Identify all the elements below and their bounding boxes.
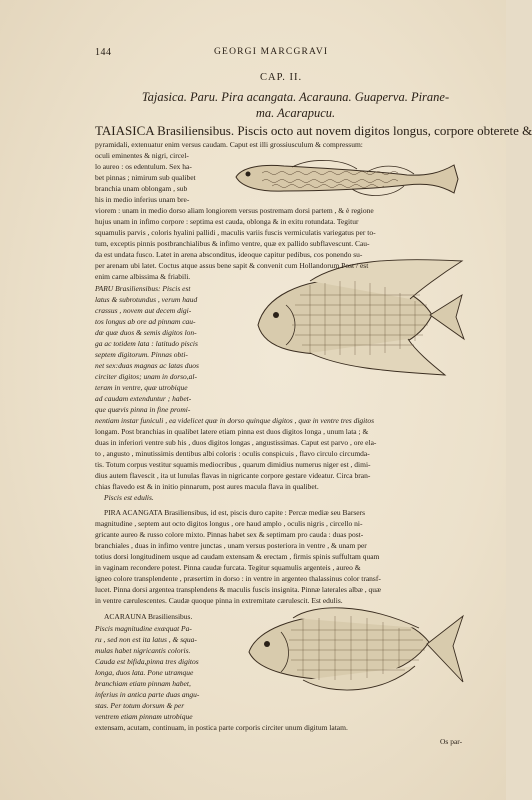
tajasica-line-8: hujus unam in infimo corpore : septima est cauda, oblonga & in exitu rotundata. Tegitur: [95, 217, 359, 226]
paru-line-3: tos longus ab ore ad pinnam cau-: [95, 317, 196, 326]
acarauna-line-5: longa, duos lata. Pone utramque: [95, 668, 194, 677]
paru-line-19: Piscis est edulis.: [104, 493, 154, 502]
tajasica-line-10: tum, exceptis pinnis postbranchialibus & infimo ventre, quæ ex pallido subflavescunt. Cau-: [95, 239, 370, 248]
tajasica-line-9: squamulis parvis , coloris hyalini pallidi , maculis variis fuscis vermiculatis variegatus per to-: [95, 228, 376, 237]
acarauna-line-7: inferius in antica parte duas angu-: [95, 690, 200, 699]
tajasica-line-1: pyramidali, extenuatur enim versus caudam. Caput est illi grossiusculum & compressum:: [95, 140, 363, 149]
paru-line-4: dæ quæ duos & semis digitos lon-: [95, 328, 197, 337]
paru-line-13: longam. Post branchias in qualibet latere etiam pinna est duos digitos longa , unum lata ; &: [95, 427, 369, 436]
paru-line-0: PARU Brasiliensibus: Piscis est: [95, 284, 191, 293]
acarauna-line-1: Piscis magnitudine exæquat Pa-: [95, 624, 192, 633]
acarauna-line-8: stas. Per totum dorsum & per: [95, 701, 185, 710]
page-number: 144: [95, 47, 112, 58]
paru-line-6: septem digitorum. Pinnas obti-: [95, 350, 188, 359]
tajasica-line-12: per arenam ubi latet. Coctus atque assus bene sapit & convenit cum Hollandorum Post / est: [95, 261, 369, 270]
paru-line-5: ga ac totidem lata : latitudo piscis: [95, 339, 198, 348]
tajasica-line-3: lo aureo : os edentulum. Sex ha-: [95, 162, 192, 171]
acarauna-line-3: mulas habet nigricantis coloris.: [95, 646, 191, 655]
pira-acangata-line-1: magnitudine , septem aut octo digitos longus , ore haud amplo , oculis nigris , circello ni-: [95, 519, 363, 528]
catchword: Os par-: [440, 737, 463, 746]
chapter-title: [128, 89, 463, 121]
paru-line-15: to , angusto , minutissimis dentibus albi coloris : oculis conspicuis , flavo circulo circumda-: [95, 449, 370, 458]
paru-line-14: duas in inferiori ventre sub his , duos digitos longas , angustissimas. Caput est parvo , ore ela-: [95, 438, 377, 447]
paru-line-11: que quævis pinna in fine promi-: [95, 405, 191, 414]
running-head: GEORGI MARCGRAVI: [214, 47, 329, 57]
tajasica-line-6: his in medio inferius unam bre-: [95, 195, 190, 204]
acarauna-line-2: ru , sed non est ita latus , & squa-: [95, 635, 197, 644]
paru-line-17: dius autem flavescit , ita ut lunulas flavas in nigricante corpore gestare videatur. Circa bran-: [95, 471, 371, 480]
acarauna-line-10: extensam, acutam, continuam, in postica parte corporis circiter unum digitum latam.: [95, 723, 348, 732]
pira-acangata-line-0: PIRA ACANGATA Brasiliensibus, id est, piscis duro capite : Percæ mediæ seu Barsers: [104, 508, 366, 517]
paru-line-12: nentiam instar funiculi , ea videlicet quæ in dorso quinque digitos , quæ in ventre tres digitos: [95, 416, 375, 425]
pira-acangata-line-8: in ventre cærulescentes. Caudæ quoque pinna in extremitate cærulescit. Est edulis.: [95, 596, 343, 605]
tajasica-line-7: viorem : unam in medio dorso aliam longiorem versus postremam dorsi partem , & è regione: [95, 206, 374, 215]
tajasica-line-0-text: TAIASICA Brasiliensibus. Piscis octo aut novem digitos longus, corpore obterete &: [95, 123, 532, 138]
paru-line-16: tis. Totum corpus vestitur squamis mediocribus , quarum dimidius numerus niger est , dimi-: [95, 460, 371, 469]
paru-line-2: crassus , novem aut decem digi-: [95, 306, 192, 315]
acarauna-line-9: ventrem etiam pinnam utrobique: [95, 712, 193, 721]
pira-acangata-line-7: lucet. Pinna dorsi argentea transplendens & maculis fuscis insignita. Pinnæ laterales albæ , quæ: [95, 585, 382, 594]
chapter-heading: CAP. II.: [260, 72, 303, 83]
acarauna-fish-illustration: [243, 600, 468, 700]
tajasica-line-2: oculi eminentes & nigri, circel-: [95, 151, 189, 160]
acarauna-line-4: Cauda est bifida,pinna tres digitos: [95, 657, 199, 666]
chapter-title-line-2: ma. Acarapucu.: [255, 106, 336, 120]
paru-line-9: teram in ventre, quæ utrobique: [95, 383, 188, 392]
pira-acangata-line-4: totius dorsi longitudinem usque ad caudam extensam & erectam , firmis spinis suffultam quam: [95, 552, 380, 561]
paru-line-8: circiter digitos; unam in dorso,al-: [95, 372, 198, 381]
paru-line-10: ad caudam extenduntur ; habet-: [95, 394, 192, 403]
tajasica-fish-illustration: [232, 155, 470, 203]
acarauna-line-0: ACARAUNA Brasiliensibus.: [104, 612, 193, 621]
pira-acangata-line-2: gricante aureo & russo colore mixto. Pinnas habet sex & septimam pro cauda : duas post-: [95, 530, 364, 539]
paru-line-1: latus & subrotundus , verum haud: [95, 295, 198, 304]
pira-acangata-line-5: in vaginam recondere potest. Pinna caudæ furcata. Tegitur squamulis argenteis , aureo &: [95, 563, 361, 572]
tajasica-line-0: [95, 123, 532, 138]
paru-line-18: chias flavedo est & in initio pinnarum, post aures macula flava in qualibet.: [95, 482, 319, 491]
tajasica-line-13: enim carne albissima & friabili.: [95, 272, 191, 281]
acarauna-line-6: branchiam etiam pinnam habet,: [95, 679, 191, 688]
pira-acangata-line-6: igneo colore transplendente , præsertim in dorso : in ventre in argenteo thalassinus color transf-: [95, 574, 381, 583]
tajasica-line-5: branchia unam oblongam , sub: [95, 184, 188, 193]
chapter-title-line-1: Tajasica. Paru. Pira acangata. Acarauna. Guaperva. Pirane-: [141, 90, 450, 104]
tajasica-line-4: bet pinnas ; nimirum sub qualibet: [95, 173, 196, 182]
pira-acangata-line-3: branchiales , duas in infimo ventre junctas , unam versus posteriora in ventre , & unam per: [95, 541, 367, 550]
paru-line-7: net sex:duas magnas ac latas duos: [95, 361, 199, 370]
tajasica-line-11: da est undata fusco. Latet in arena absconditus, ideoque capitur pedibus, cos ponendo su-: [95, 250, 363, 259]
